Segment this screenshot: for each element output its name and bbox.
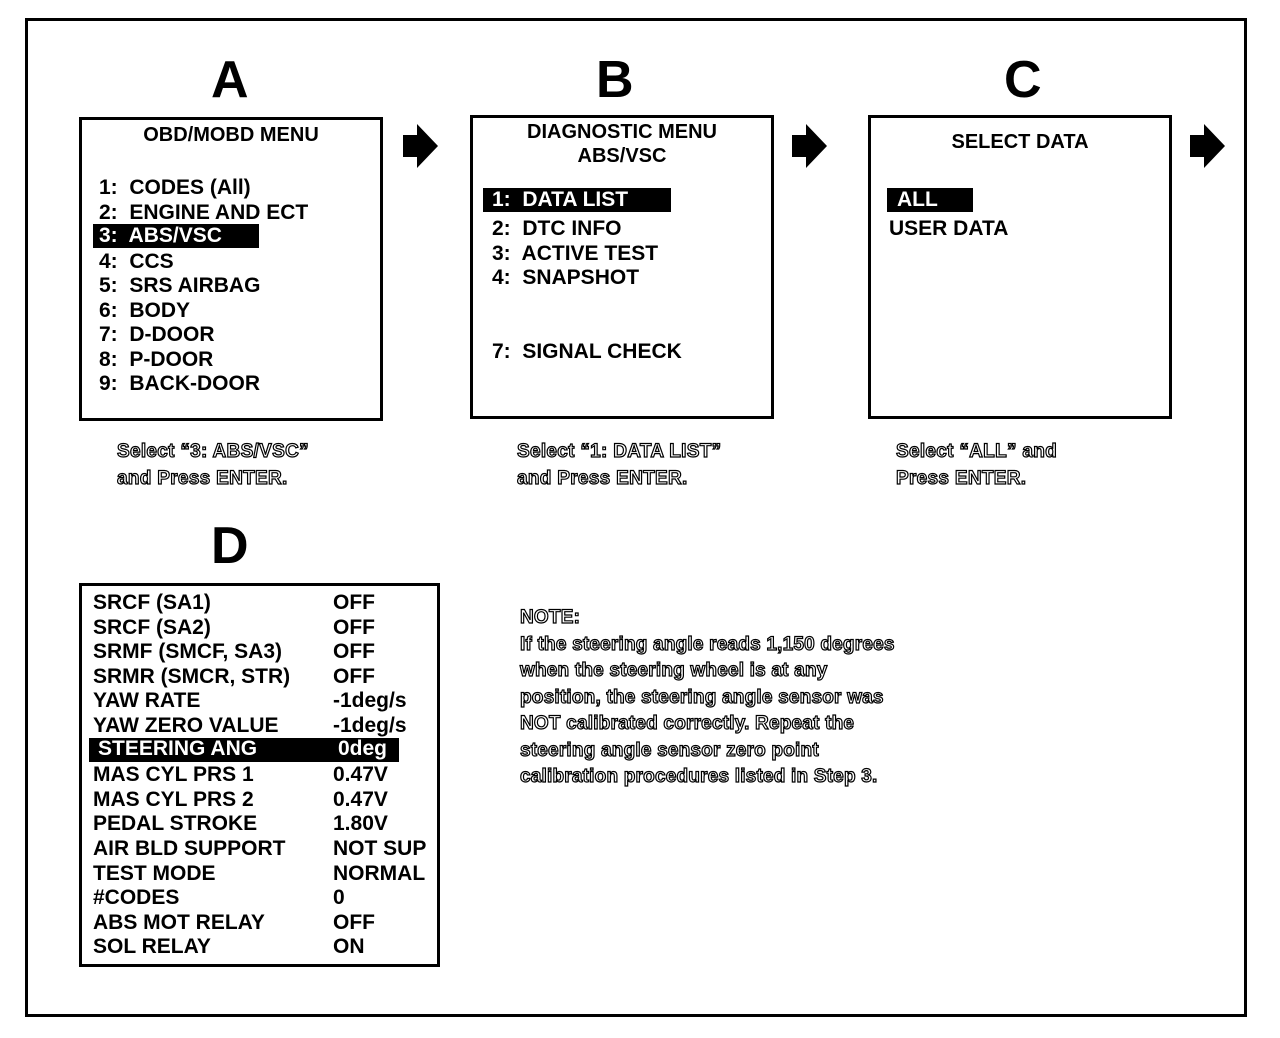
data-row-label: SRCF (SA2) bbox=[93, 615, 211, 639]
menu-item-active-test: 3: ACTIVE TEST bbox=[492, 242, 659, 265]
data-row-value: OFF bbox=[333, 910, 375, 934]
data-row-value: 0 bbox=[333, 886, 345, 910]
panel-b-letter: B bbox=[596, 51, 634, 109]
data-row bbox=[82, 763, 437, 788]
panel-d-letter: D bbox=[211, 517, 249, 575]
menu-item-back-door: 9: BACK-DOOR bbox=[99, 372, 260, 395]
data-row-label: #CODES bbox=[93, 886, 180, 910]
data-row bbox=[82, 665, 437, 690]
screen-a-title: OBD/MOBD MENU bbox=[143, 124, 319, 146]
data-row bbox=[82, 591, 437, 616]
panel-a-letter: A bbox=[211, 51, 249, 109]
data-row bbox=[82, 788, 437, 813]
data-row-value: NORMAL bbox=[333, 861, 426, 885]
data-row bbox=[82, 911, 437, 936]
menu-item-all-selected: ALL bbox=[887, 188, 973, 212]
data-row-value: 0.47V bbox=[333, 763, 388, 787]
menu-item-ccs: 4: CCS bbox=[99, 249, 174, 273]
note-line: If the steering angle reads 1,150 degrees bbox=[520, 633, 895, 655]
right-arrow-icon bbox=[1187, 121, 1227, 171]
note-line: position, the steering angle sensor was bbox=[520, 686, 884, 708]
menu-item-d-door: 7: D-DOOR bbox=[99, 323, 215, 346]
caption-b-line2: and Press ENTER. bbox=[517, 468, 688, 489]
data-row-value: ON bbox=[333, 935, 365, 959]
data-row-value: OFF bbox=[333, 615, 375, 639]
note-line: steering angle sensor zero point bbox=[520, 739, 819, 761]
data-row-label: SRMR (SMCR, STR) bbox=[93, 664, 291, 688]
data-row-value: OFF bbox=[333, 591, 375, 614]
data-row-label: MAS CYL PRS 1 bbox=[93, 763, 254, 787]
data-row-value: 0deg bbox=[338, 737, 388, 760]
data-row-label: TEST MODE bbox=[93, 861, 216, 885]
data-row-label: YAW RATE bbox=[93, 689, 201, 713]
data-row-value: 0.47V bbox=[333, 787, 388, 811]
data-row bbox=[82, 886, 437, 911]
screen-d-data-list bbox=[79, 583, 440, 967]
data-row-label: SOL RELAY bbox=[93, 935, 211, 959]
data-row-value: 1.80V bbox=[333, 812, 388, 836]
data-row-steering-ang-selected bbox=[82, 737, 437, 762]
data-row-label: SRCF (SA1) bbox=[93, 591, 211, 614]
panel-c-letter: C bbox=[1004, 51, 1042, 109]
screen-b-title-line1: DIAGNOSTIC MENU bbox=[527, 121, 717, 143]
data-row-value: -1deg/s bbox=[333, 714, 407, 737]
data-row-label: ABS MOT RELAY bbox=[93, 910, 265, 934]
data-row-value: OFF bbox=[333, 664, 375, 688]
menu-item-data-list-selected: 1: DATA LIST bbox=[483, 188, 671, 212]
data-row bbox=[82, 616, 437, 641]
screen-b-title-line2: ABS/VSC bbox=[577, 145, 667, 167]
data-row bbox=[82, 812, 437, 837]
data-row-value: -1deg/s bbox=[333, 689, 407, 713]
menu-item-signal-check: 7: SIGNAL CHECK bbox=[492, 340, 682, 363]
note-line: calibration procedures listed in Step 3. bbox=[520, 766, 878, 787]
data-row-label: PEDAL STROKE bbox=[93, 812, 258, 836]
data-row-value: NOT SUP bbox=[333, 837, 427, 860]
note-block bbox=[520, 605, 895, 791]
data-row-label: STEERING ANG bbox=[98, 737, 258, 760]
data-row-label: SRMF (SMCF, SA3) bbox=[93, 640, 282, 664]
data-row bbox=[82, 640, 437, 665]
menu-item-snapshot: 4: SNAPSHOT bbox=[492, 266, 640, 289]
caption-c-line2: Press ENTER. bbox=[896, 468, 1027, 489]
menu-item-abs-vsc-selected: 3: ABS/VSC bbox=[93, 224, 259, 248]
data-row bbox=[82, 714, 437, 739]
note-line: when the steering wheel is at any bbox=[520, 660, 828, 681]
screen-c-title: SELECT DATA bbox=[951, 131, 1089, 153]
right-arrow-icon bbox=[789, 121, 829, 171]
caption-a-line1: Select “3: ABS/VSC” bbox=[117, 441, 309, 462]
caption-b bbox=[517, 438, 721, 492]
caption-a-line2: and Press ENTER. bbox=[117, 468, 288, 489]
data-row bbox=[82, 862, 437, 887]
screen-c-select-data bbox=[868, 115, 1172, 419]
data-row bbox=[82, 837, 437, 862]
data-row bbox=[82, 935, 437, 960]
menu-item-body: 6: BODY bbox=[99, 298, 191, 322]
caption-b-line1: Select “1: DATA LIST” bbox=[517, 441, 722, 462]
data-row bbox=[82, 689, 437, 714]
caption-c-line1: Select “ALL” and bbox=[896, 441, 1058, 462]
screen-a-obd-menu bbox=[79, 117, 383, 421]
caption-c bbox=[896, 438, 1057, 492]
data-row-label: YAW ZERO VALUE bbox=[93, 714, 279, 737]
caption-a bbox=[117, 438, 309, 492]
data-row-label: AIR BLD SUPPORT bbox=[93, 837, 286, 860]
right-arrow-icon bbox=[400, 121, 440, 171]
note-line: NOT calibrated correctly. Repeat the bbox=[520, 713, 855, 734]
note-heading: NOTE: bbox=[520, 607, 581, 628]
menu-item-user-data: USER DATA bbox=[889, 217, 1009, 240]
menu-item-engine: 2: ENGINE AND ECT bbox=[99, 200, 309, 224]
menu-item-p-door: 8: P-DOOR bbox=[99, 347, 214, 371]
data-row-value: OFF bbox=[333, 640, 375, 664]
data-row-label: MAS CYL PRS 2 bbox=[93, 787, 254, 811]
screen-b-diagnostic-menu bbox=[470, 115, 774, 419]
menu-item-dtc-info: 2: DTC INFO bbox=[492, 217, 622, 240]
menu-item-srs-airbag: 5: SRS AIRBAG bbox=[99, 274, 261, 297]
menu-item-codes: 1: CODES (All) bbox=[99, 176, 251, 199]
